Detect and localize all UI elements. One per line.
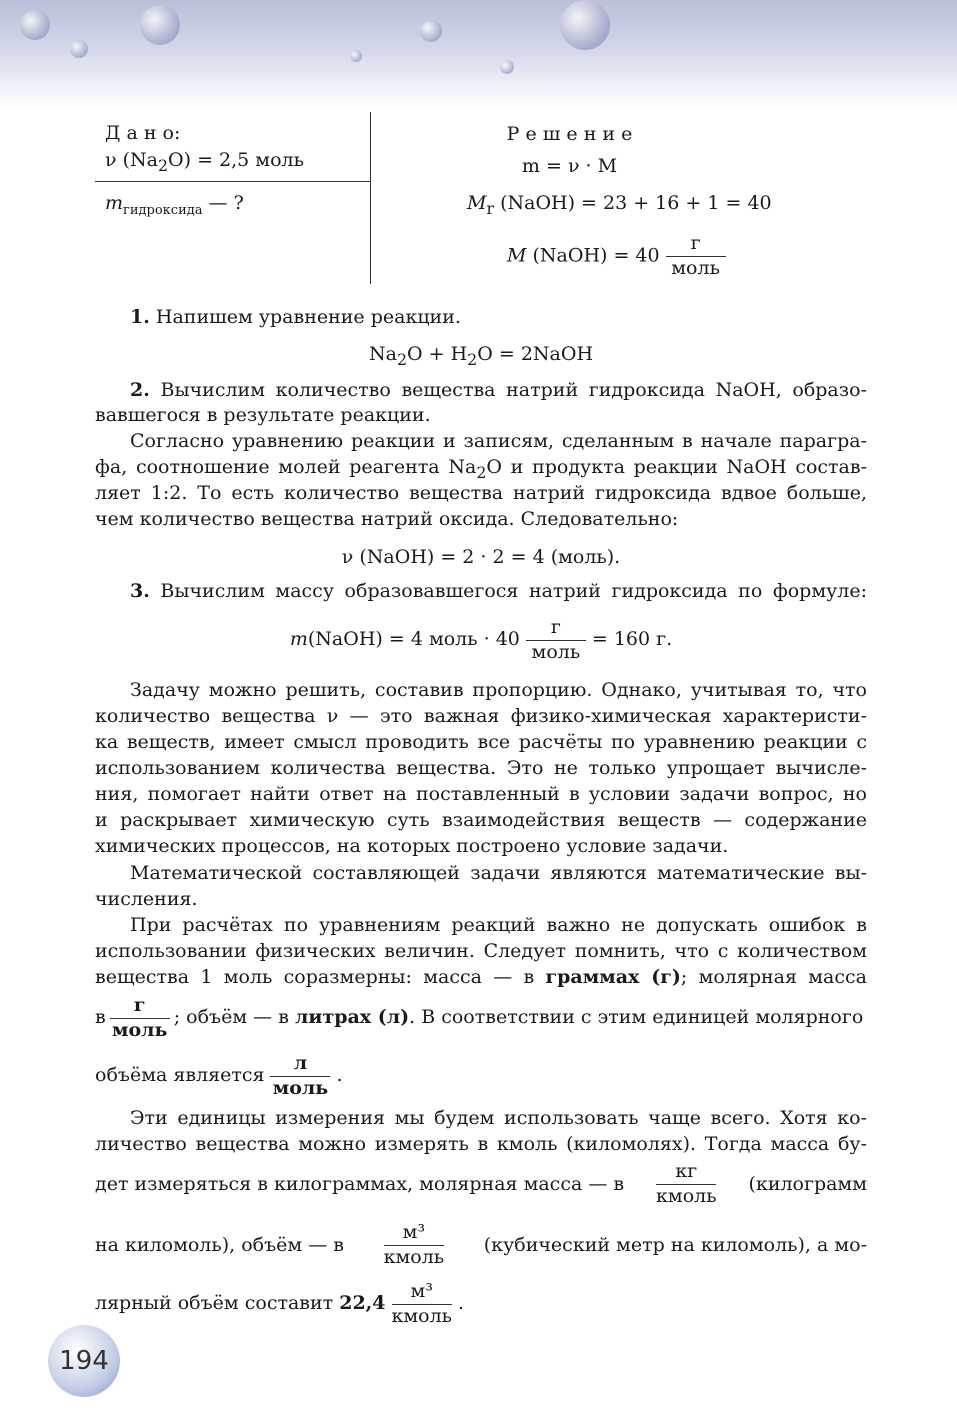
para1-line: ка веществ, имеет смысл проводить все расчёты по уравнению реакции с [95, 731, 867, 753]
step2-p4: чем количество вещества натрий оксида. Следовательно: [95, 508, 679, 530]
step2-line2: вавшегося в результате реакции. [95, 404, 431, 426]
reaction-equation: $Na_2O + H_2O$ = 2NaOH [368, 343, 594, 369]
amount-equation: ν (NaOH) = 2 · 2 = 4 (моль). [341, 546, 621, 568]
given-divider [95, 181, 370, 182]
para4-line: лярный объём составит 22,4 $\frac{\text{м³}}{\text{кмоль}}$ . [95, 1279, 465, 1327]
para2-line: числения. [95, 888, 198, 910]
given-title: Д а н о: [105, 122, 181, 144]
step2-p2: фа, соотношение молей реагента $Na_2O$ и продукта реакции NaOH состав- [95, 456, 867, 480]
para1-line: ния, помогает найти ответ на поставленный в условии задачи вопрос, но [95, 783, 867, 805]
mass-equation: m(NaOH) = 4 моль · 40 $\frac{г}{\text{моль}}$ = 160 г. [289, 615, 673, 663]
decorative-header-bubbles [0, 0, 957, 110]
page-number: 194 [48, 1325, 120, 1397]
given-amount: ν $(Na_2O) = 2,5$ моль [105, 149, 304, 175]
para4-line: личество вещества можно измерять в кмоль (киломолях). Тогда масса бу- [95, 1133, 867, 1155]
step2-line1: 2. Вычислим количество вещества натрий гидроксида NaOH, образо- [130, 379, 867, 401]
molar-mass: M (NaOH) = 40 $\frac{г}{\text{моль}}$ [507, 232, 957, 281]
para4-line: дет измеряться в килограммах, молярная масса — в $\frac{кг}{\text{кмоль}}$ (килограмм [95, 1159, 867, 1207]
step2-p3: ляет 1:2. То есть количество вещества натрий гидроксида вдвое больше, [95, 482, 867, 504]
solution-title: Р е ш е н и е [506, 123, 633, 145]
para1-line: использованием количества вещества. Это не только упрощает вычисле- [95, 757, 867, 779]
para4-line: на киломоль), объём — в $\frac{\text{м³}}{\text{кмоль}}$ (кубический метр на киломоль), а мо- [95, 1220, 867, 1268]
para1-line: Задачу можно решить, составив пропорцию. Однако, учитывая то, что [130, 679, 867, 701]
para3-line: объёма является $\frac{л}{\text{моль}}$ . [95, 1051, 343, 1099]
find-mass: $m_{гидроксида}$ — ? [105, 192, 244, 218]
para4-line: Эти единицы измерения мы будем использовать чаще всего. Хотя ко- [130, 1107, 867, 1129]
molar-mass-relative: $M_r$ (NaOH) = 23 + 16 + 1 = 40 [467, 192, 772, 218]
para3-line: в $\frac{г}{\text{моль}}$ ; объём — в литрах (л). В соответствии с этим единицей молярного [95, 993, 864, 1041]
para3-line: использовании физических величин. Следует помнить, что с количеством [95, 940, 867, 962]
para3-line: вещества 1 моль соразмерны: масса — в граммах (г); молярная масса [95, 966, 867, 988]
para2-line: Математической составляющей задачи являются математические вы- [130, 862, 867, 884]
para3-line: При расчётах по уравнениям реакций важно не допускать ошибок в [130, 914, 867, 936]
para1-line: количество вещества ν — это важная физико-химическая характеристи- [95, 705, 867, 727]
para1-line: химических процессов, на которых построено условие задачи. [95, 835, 729, 857]
solution-formula: m = ν · M [521, 155, 618, 177]
para1-line: и раскрывает химическую суть взаимодействия веществ — содержание [95, 809, 867, 831]
step2-p1: Согласно уравнению реакции и записям, сделанным в начале парагра- [130, 430, 867, 452]
step1-text: 1. Напишем уравнение реакции. [130, 306, 461, 328]
step3-text: 3. Вычислим массу образовавшегося натрий гидроксида по формуле: [130, 580, 867, 602]
